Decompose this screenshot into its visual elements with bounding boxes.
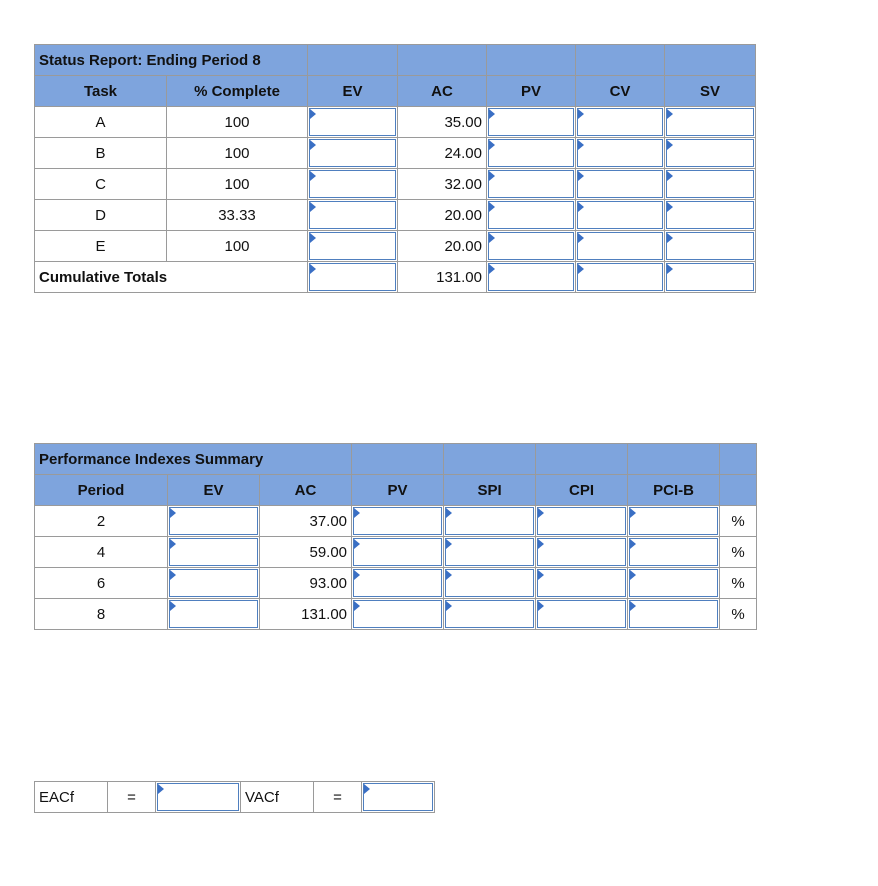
period-cell: 2 xyxy=(35,506,168,537)
header-sv: SV xyxy=(665,76,756,107)
spi-input[interactable] xyxy=(445,569,534,597)
period-cell: 4 xyxy=(35,537,168,568)
eacf-equals: = xyxy=(108,782,156,813)
total-pv-input[interactable] xyxy=(488,263,574,291)
header-task: Task xyxy=(35,76,167,107)
eacf-label: EACf xyxy=(35,782,108,813)
table-row xyxy=(35,568,757,599)
ac-cell: 131.00 xyxy=(260,599,352,630)
cpi-input[interactable] xyxy=(537,600,626,628)
ev-input[interactable] xyxy=(309,108,396,136)
task-cell: E xyxy=(35,231,167,262)
header-pci-b: PCI-B xyxy=(628,475,720,506)
performance-title: Performance Indexes Summary xyxy=(35,444,352,475)
ev-input[interactable] xyxy=(309,232,396,260)
header-pv: PV xyxy=(487,76,576,107)
ac-cell: 35.00 xyxy=(398,107,487,138)
ac-cell: 20.00 xyxy=(398,231,487,262)
ev-input[interactable] xyxy=(169,600,258,628)
table-row xyxy=(35,200,756,231)
header-ev: EV xyxy=(168,475,260,506)
cv-input[interactable] xyxy=(577,139,663,167)
percent-sign: % xyxy=(720,599,757,630)
pv-input[interactable] xyxy=(353,538,442,566)
sv-input[interactable] xyxy=(666,232,754,260)
sv-input[interactable] xyxy=(666,170,754,198)
eacf-input[interactable] xyxy=(157,783,239,811)
ac-cell: 93.00 xyxy=(260,568,352,599)
period-cell: 6 xyxy=(35,568,168,599)
sv-input[interactable] xyxy=(666,139,754,167)
status-report-table xyxy=(34,44,756,293)
pci-b-input[interactable] xyxy=(629,569,718,597)
ev-input[interactable] xyxy=(169,569,258,597)
percent-sign: % xyxy=(720,537,757,568)
total-sv-input[interactable] xyxy=(666,263,754,291)
estimates-row xyxy=(35,782,435,813)
table-row xyxy=(35,231,756,262)
ev-input[interactable] xyxy=(309,201,396,229)
estimates-table xyxy=(34,781,435,813)
performance-summary-table xyxy=(34,443,757,630)
cpi-input[interactable] xyxy=(537,569,626,597)
pv-input[interactable] xyxy=(488,232,574,260)
ac-cell: 32.00 xyxy=(398,169,487,200)
spi-input[interactable] xyxy=(445,600,534,628)
task-cell: A xyxy=(35,107,167,138)
performance-header-row xyxy=(35,475,757,506)
total-ev-input[interactable] xyxy=(309,263,396,291)
pv-input[interactable] xyxy=(488,139,574,167)
complete-cell: 100 xyxy=(167,169,308,200)
cv-input[interactable] xyxy=(577,108,663,136)
table-row xyxy=(35,138,756,169)
pv-input[interactable] xyxy=(488,170,574,198)
pv-input[interactable] xyxy=(353,600,442,628)
total-cv-input[interactable] xyxy=(577,263,663,291)
task-cell: D xyxy=(35,200,167,231)
ac-cell: 24.00 xyxy=(398,138,487,169)
vacf-label: VACf xyxy=(241,782,314,813)
total-ac-cell: 131.00 xyxy=(398,262,487,293)
status-report-header-row xyxy=(35,76,756,107)
header-period: Period xyxy=(35,475,168,506)
ev-input[interactable] xyxy=(309,139,396,167)
pv-input[interactable] xyxy=(353,507,442,535)
totals-row xyxy=(35,262,756,293)
task-cell: B xyxy=(35,138,167,169)
cv-input[interactable] xyxy=(577,170,663,198)
cpi-input[interactable] xyxy=(537,538,626,566)
table-row xyxy=(35,537,757,568)
totals-label: Cumulative Totals xyxy=(35,262,308,293)
ac-cell: 20.00 xyxy=(398,200,487,231)
complete-cell: 100 xyxy=(167,107,308,138)
table-row xyxy=(35,169,756,200)
ev-input[interactable] xyxy=(169,538,258,566)
percent-sign: % xyxy=(720,506,757,537)
header-cv: CV xyxy=(576,76,665,107)
complete-cell: 33.33 xyxy=(167,200,308,231)
spi-input[interactable] xyxy=(445,538,534,566)
ev-input[interactable] xyxy=(169,507,258,535)
header-ac: AC xyxy=(260,475,352,506)
pv-input[interactable] xyxy=(488,201,574,229)
table-row xyxy=(35,599,757,630)
ac-cell: 59.00 xyxy=(260,537,352,568)
vacf-equals: = xyxy=(314,782,362,813)
header-cpi: CPI xyxy=(536,475,628,506)
spi-input[interactable] xyxy=(445,507,534,535)
ac-cell: 37.00 xyxy=(260,506,352,537)
pci-b-input[interactable] xyxy=(629,600,718,628)
pv-input[interactable] xyxy=(488,108,574,136)
header-spi: SPI xyxy=(444,475,536,506)
pci-b-input[interactable] xyxy=(629,507,718,535)
vacf-input[interactable] xyxy=(363,783,433,811)
ev-input[interactable] xyxy=(309,170,396,198)
cpi-input[interactable] xyxy=(537,507,626,535)
table-row xyxy=(35,107,756,138)
cv-input[interactable] xyxy=(577,232,663,260)
sv-input[interactable] xyxy=(666,201,754,229)
status-report-title: Status Report: Ending Period 8 xyxy=(35,45,308,76)
complete-cell: 100 xyxy=(167,138,308,169)
pci-b-input[interactable] xyxy=(629,538,718,566)
header-complete: % Complete xyxy=(167,76,308,107)
percent-sign: % xyxy=(720,568,757,599)
status-report-title-row xyxy=(35,45,756,76)
header-pv: PV xyxy=(352,475,444,506)
performance-title-row xyxy=(35,444,757,475)
header-ev: EV xyxy=(308,76,398,107)
period-cell: 8 xyxy=(35,599,168,630)
task-cell: C xyxy=(35,169,167,200)
sv-input[interactable] xyxy=(666,108,754,136)
complete-cell: 100 xyxy=(167,231,308,262)
pv-input[interactable] xyxy=(353,569,442,597)
cv-input[interactable] xyxy=(577,201,663,229)
table-row xyxy=(35,506,757,537)
header-ac: AC xyxy=(398,76,487,107)
